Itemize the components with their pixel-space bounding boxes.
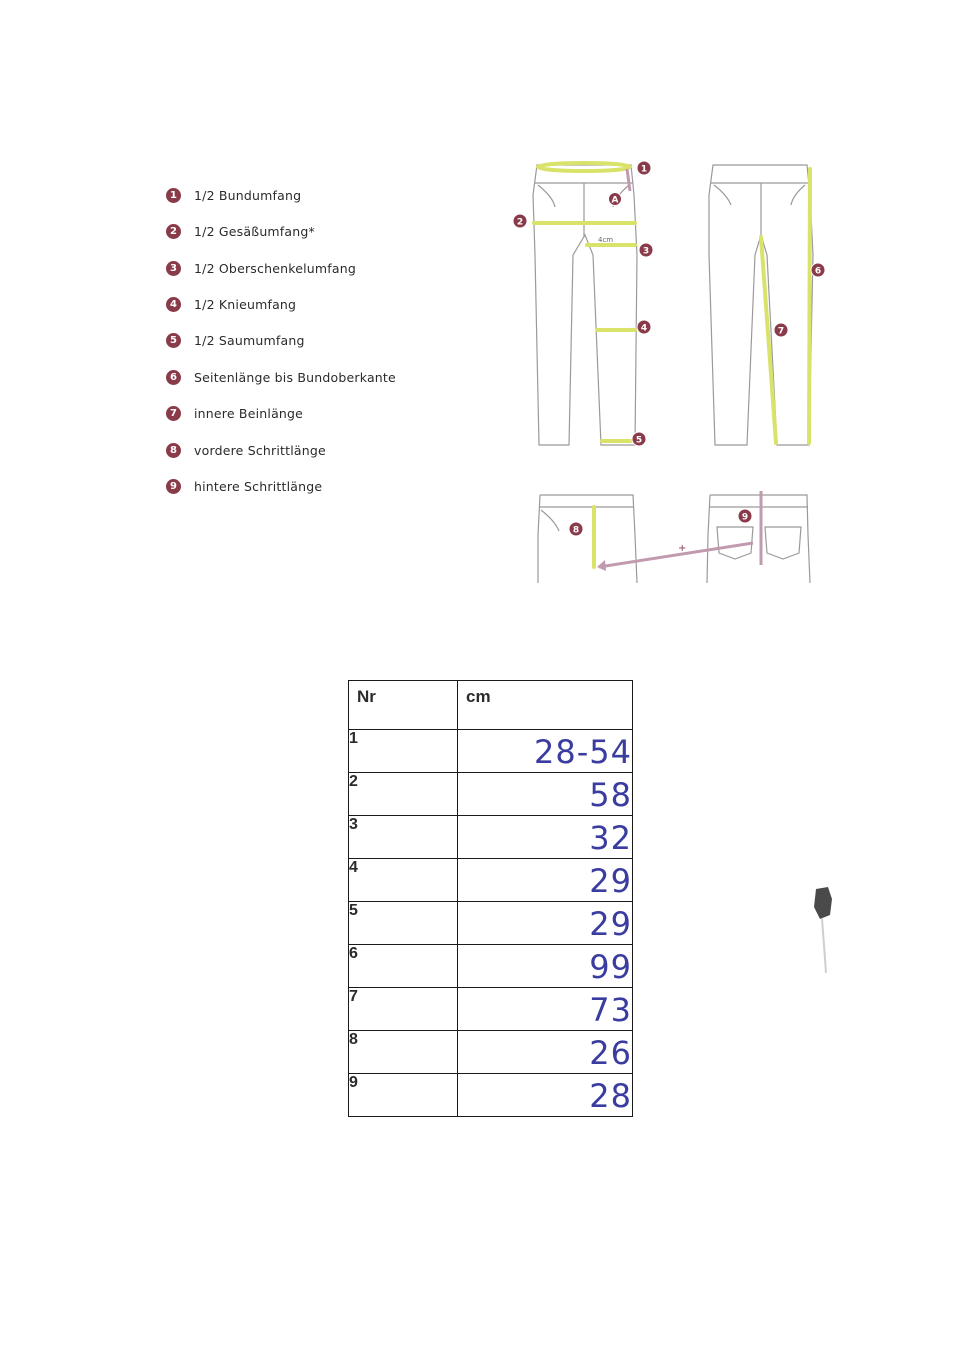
legend-label: 1/2 Knieumfang <box>194 296 297 312</box>
number-badge-icon: 3 <box>166 261 181 276</box>
handwritten-value: 28-54 <box>458 730 633 773</box>
badge-9-icon: 9 <box>741 512 749 523</box>
legend-item <box>166 402 303 424</box>
number-badge-icon: 4 <box>166 297 181 312</box>
number-badge-icon: 2 <box>166 224 181 239</box>
number-badge-icon: 6 <box>166 370 181 385</box>
header-nr: Nr <box>349 681 458 730</box>
legend-label: 1/2 Oberschenkelumfang <box>194 260 356 276</box>
badge-6-icon: 6 <box>814 266 822 277</box>
badge-4-icon: 4 <box>640 323 648 334</box>
legend-label: vordere Schrittlänge <box>194 442 326 458</box>
badge-8-icon: 8 <box>572 525 580 536</box>
front-detail-outline <box>538 495 637 583</box>
legend-item <box>166 184 301 206</box>
legend-label: 1/2 Bundumfang <box>194 187 302 203</box>
table-row <box>349 816 633 859</box>
legend-label: Seitenlänge bis Bundoberkante <box>194 369 396 385</box>
handwritten-value: 58 <box>458 773 633 816</box>
handwritten-value: 29 <box>458 859 633 902</box>
badge-3-icon: 3 <box>642 246 650 257</box>
handwritten-value: 73 <box>458 988 633 1031</box>
row-number: 6 <box>349 945 458 988</box>
table-row <box>349 773 633 816</box>
table-row <box>349 988 633 1031</box>
number-badge-icon: 9 <box>166 479 181 494</box>
handwritten-value: 28 <box>458 1074 633 1117</box>
row-number: 9 <box>349 1074 458 1117</box>
number-badge-icon: 7 <box>166 406 181 421</box>
legend-label: innere Beinlänge <box>194 405 304 421</box>
badge-7-icon: 7 <box>777 326 785 337</box>
measurement-table <box>348 680 633 1117</box>
badge-2-icon: 2 <box>516 217 524 228</box>
table-row <box>349 945 633 988</box>
table-row <box>349 859 633 902</box>
row-number: 1 <box>349 730 458 773</box>
front-trousers-outline <box>533 165 637 445</box>
handwritten-value: 26 <box>458 1031 633 1074</box>
table-header-row <box>349 681 633 730</box>
row-number: 2 <box>349 773 458 816</box>
legend-label: 1/2 Gesäßumfang* <box>194 223 315 239</box>
number-badge-icon: 8 <box>166 443 181 458</box>
row-number: 3 <box>349 816 458 859</box>
legend-item <box>166 257 356 279</box>
legend-item <box>166 475 322 497</box>
row-number: 8 <box>349 1031 458 1074</box>
handwritten-value: 29 <box>458 902 633 945</box>
legend-item <box>166 293 296 315</box>
number-badge-icon: 5 <box>166 333 181 348</box>
legend-item <box>166 439 326 461</box>
row-number: 5 <box>349 902 458 945</box>
badge-1-icon: 1 <box>640 164 648 175</box>
table-row <box>349 1031 633 1074</box>
badge-5-icon: 5 <box>635 435 643 446</box>
row-number: 7 <box>349 988 458 1031</box>
badge-a-icon: A <box>611 195 619 206</box>
scan-smudge-mark <box>808 885 838 975</box>
header-cm: cm <box>458 681 633 730</box>
handwritten-value: 32 <box>458 816 633 859</box>
table-row <box>349 902 633 945</box>
legend-item <box>166 220 315 242</box>
legend-label: hintere Schrittlänge <box>194 478 323 494</box>
table-row <box>349 1074 633 1117</box>
trouser-measurement-diagram <box>505 155 835 585</box>
legend-label: 1/2 Saumumfang <box>194 332 305 348</box>
plus-marker: + <box>678 543 687 554</box>
legend-item <box>166 366 396 388</box>
4cm-label: 4cm <box>598 236 614 244</box>
row-number: 4 <box>349 859 458 902</box>
table-row <box>349 730 633 773</box>
number-badge-icon: 1 <box>166 188 181 203</box>
back-detail-outline <box>707 495 810 583</box>
handwritten-value: 99 <box>458 945 633 988</box>
legend-item <box>166 329 305 351</box>
